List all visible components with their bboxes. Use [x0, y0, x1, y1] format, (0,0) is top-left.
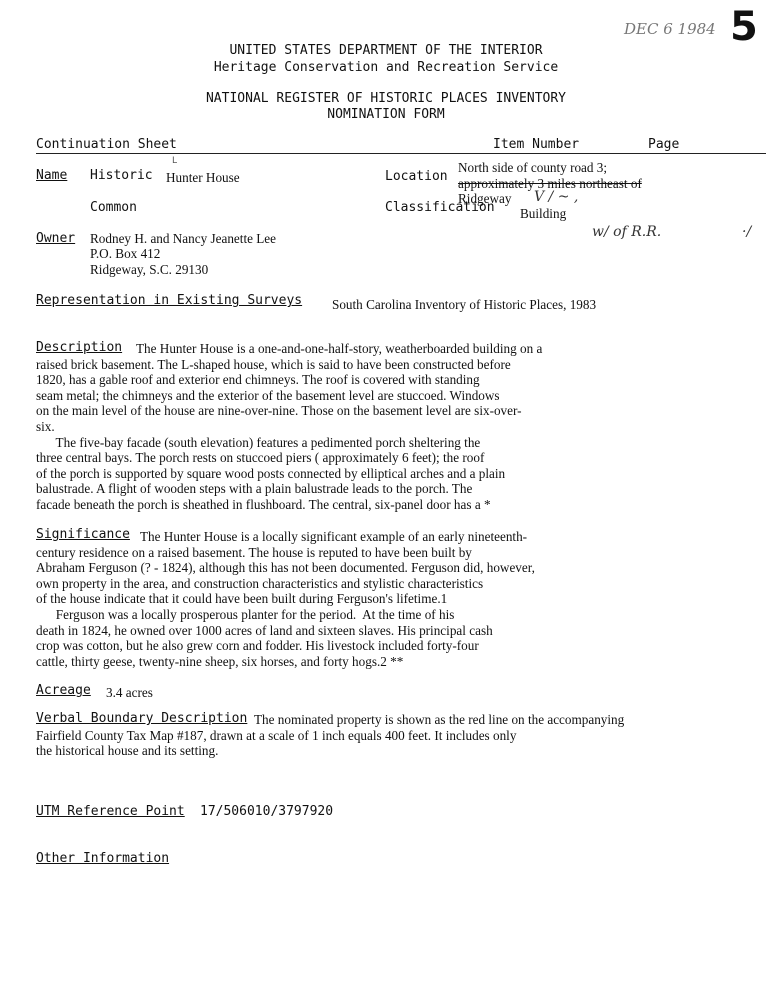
- significance-line: Ferguson was a locally prosperous planter for the period. At the time of his: [36, 606, 455, 622]
- name-label: Name: [36, 168, 68, 183]
- page-label: Page: [648, 137, 680, 152]
- description-label: Description: [36, 340, 123, 355]
- owner-label: Owner: [36, 231, 76, 246]
- utm-label: UTM Reference Point: [36, 804, 185, 819]
- location-line-2-struck: approximately 3 miles northeast of: [458, 176, 642, 191]
- owner-line-1: Rodney H. and Nancy Jeanette Lee: [90, 231, 277, 246]
- description-line: six.: [36, 418, 55, 434]
- classification-label: Classification: [385, 200, 495, 215]
- header-line-1: UNITED STATES DEPARTMENT OF THE INTERIOR: [229, 43, 543, 58]
- significance-label: Significance: [36, 527, 130, 542]
- boundary-line: Fairfield County Tax Map #187, drawn at a scale of 1 inch equals 400 feet. It includes only: [36, 727, 517, 743]
- boundary-line: The nominated property is shown as the red line on the accompanying: [254, 712, 625, 727]
- header-rule: [36, 153, 766, 154]
- boundary-text: [36, 712, 766, 759]
- description-line: facade beneath the porch is sheathed in flushboard. The central, six-panel door has a *: [36, 496, 491, 512]
- other-information-label: Other Information: [36, 851, 170, 866]
- significance-line: Abraham Ferguson (? - 1824), although this has not been documented. Ferguson did, however,: [36, 560, 535, 576]
- continuation-sheet-label: Continuation Sheet: [36, 137, 177, 152]
- significance-text: [36, 529, 766, 669]
- description-line: raised brick basement. The L-shaped house, which is said to have been constructed before: [36, 356, 511, 372]
- description-line: balustrade. A flight of wooden steps with a plain balustrade leads to the porch. The: [36, 481, 473, 497]
- description-line: three central bays. The porch rests on stuccoed piers ( approximately 6 feet); the roof: [36, 450, 485, 466]
- surveys-value: South Carolina Inventory of Historic Places, 1983: [332, 297, 597, 312]
- significance-line: century residence on a raised basement. The house is reputed to have been built by: [36, 544, 472, 560]
- date-stamp: DEC 6 1984: [624, 20, 716, 38]
- owner-line-2: P.O. Box 412: [90, 246, 161, 261]
- description-line: of the porch is supported by square wood posts connected by elliptical arches and a plain: [36, 465, 506, 481]
- classification-value: Building: [520, 206, 567, 221]
- acreage-value: 3.4 acres: [106, 685, 153, 700]
- handwritten-note: V / ~ ,: [534, 189, 579, 205]
- page-mark: 5: [730, 4, 758, 50]
- description-line: seam metal; the chimneys and the exterior of the basement level are stuccoed. Windows: [36, 387, 500, 403]
- small-mark: L: [172, 156, 178, 166]
- description-line: The Hunter House is a one-and-one-half-story, weatherboarded building on a: [136, 341, 543, 356]
- common-label: Common: [90, 200, 137, 215]
- surveys-label: Representation in Existing Surveys: [36, 293, 303, 308]
- header-line-2: Heritage Conservation and Recreation Service: [213, 60, 559, 75]
- boundary-label: Verbal Boundary Description: [36, 711, 248, 726]
- description-line: The five-bay facade (south elevation) features a pedimented porch sheltering the: [36, 434, 481, 450]
- significance-line: crop was cotton, but he also grew corn and fodder. His livestock included forty-four: [36, 638, 479, 654]
- margin-mark: ·/: [742, 224, 752, 240]
- significance-line: cattle, thirty geese, twenty-nine sheep, six horses, and forty hogs.2 **: [36, 653, 404, 669]
- acreage-label: Acreage: [36, 683, 91, 698]
- location-line-1: North side of county road 3;: [458, 160, 608, 175]
- item-number-label: Item Number: [493, 137, 580, 152]
- owner-line-3: Ridgeway, S.C. 29130: [90, 262, 209, 277]
- significance-line: own property in the area, and construction characteristics and stylistic characteristics: [36, 575, 484, 591]
- header-line-3: NATIONAL REGISTER OF HISTORIC PLACES INVENTORY: [205, 91, 567, 106]
- header-line-4: NOMINATION FORM: [327, 107, 445, 122]
- location-label: Location: [385, 169, 448, 184]
- description-text: [36, 341, 766, 513]
- description-line: 1820, has a gable roof and exterior end chimneys. The roof is covered with standing: [36, 372, 480, 388]
- historic-value: Hunter House: [166, 170, 240, 185]
- significance-line: death in 1824, he owned over 1000 acres of land and sixteen slaves. His principal cash: [36, 622, 493, 638]
- historic-label: Historic: [90, 168, 153, 183]
- significance-line: of the house indicate that it could have been built during Ferguson's lifetime.1: [36, 591, 448, 607]
- boundary-line: the historical house and its setting.: [36, 743, 219, 759]
- description-line: on the main level of the house are nine-over-nine. Those on the basement level are six-over-: [36, 403, 522, 419]
- handwritten-note-2: w/ of R.R.: [592, 224, 662, 240]
- location-line-3: Ridgeway: [458, 191, 512, 206]
- significance-line: The Hunter House is a locally significant example of an early nineteenth-: [140, 529, 528, 544]
- utm-value: 17/506010/3797920: [200, 804, 334, 819]
